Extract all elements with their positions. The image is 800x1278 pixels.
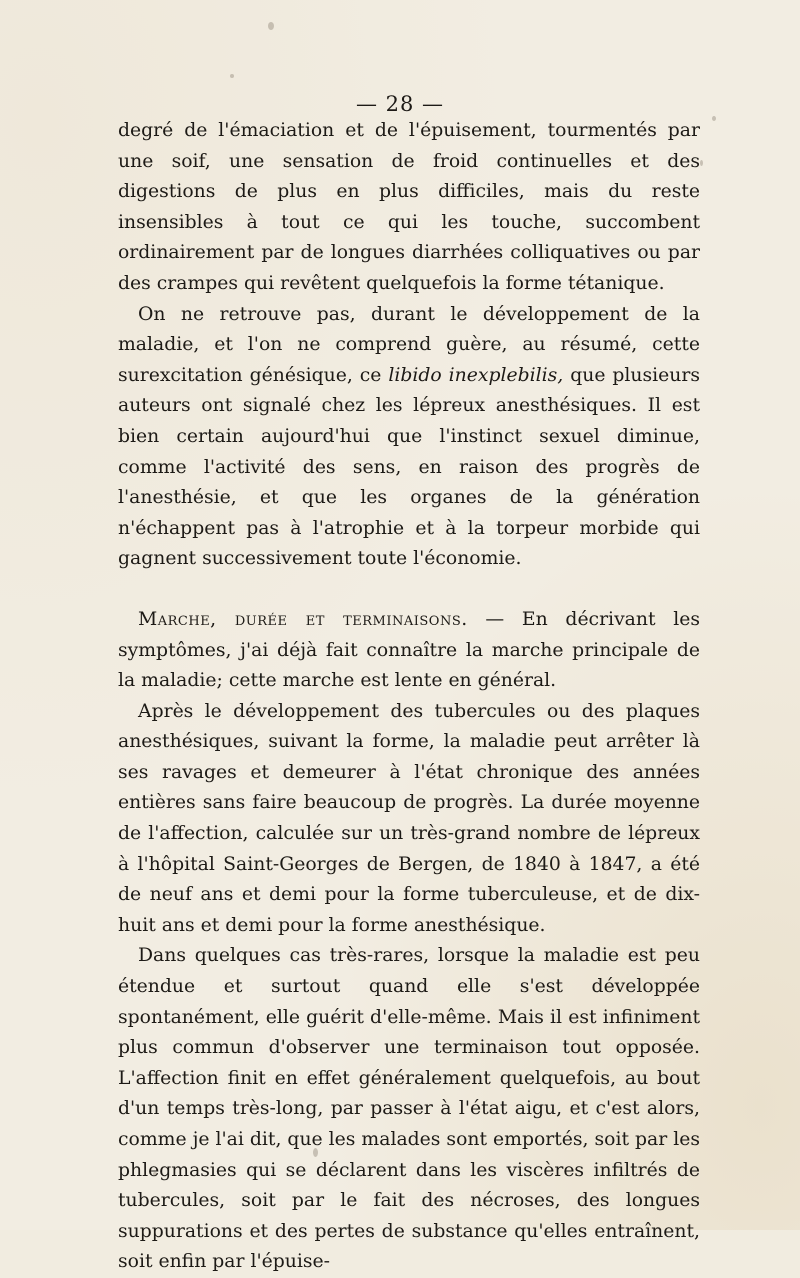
latin-phrase: libido inexplebilis, — [388, 364, 564, 386]
paragraph — [118, 300, 700, 575]
section-spacer — [118, 575, 700, 605]
paper-speck — [700, 160, 703, 166]
page-number: — 28 — — [355, 92, 445, 116]
section-heading: Marche, durée et terminaisons. — [138, 608, 468, 630]
text-run: On ne retrouve pas, durant le développement de la maladie, et l'on ne comprend guère, au résumé, cette surexcitation génésique, ce — [118, 303, 700, 386]
body-text — [118, 116, 700, 1278]
text-run: que plusieurs auteurs ont signalé chez les lépreux anesthésiques. Il est bien certain aujourd'hui que l'instinct sexuel diminue, comme l'activité des sens, en raison des progrès de l'anesthésie, et que les organes de la génération n'échappent pas à l'atrophie et à la torpeur morbide qui gagnent successivement toute l'économie. — [118, 364, 700, 570]
paragraph: Après le développement des tubercules ou des plaques anesthésiques, suivant la forme, la maladie peut arrêter là ses ravages et demeurer à l'état chronique des années entières sans faire beaucoup de progrès. La durée moyenne de l'affection, calculée sur un très-grand nombre de lépreux à l'hôpital Saint-Georges de Bergen, de 1840 à 1847, a été de neuf ans et demi pour la forme tuberculeuse, et de dix-huit ans et demi pour la forme anesthésique. — [118, 700, 700, 936]
paragraph: degré de l'émaciation et de l'épuisement, tourmentés par une soif, une sensation de froid continuelles et des digestions de plus en plus difficiles, mais du reste insensibles à tout ce qui les touche, succombent ordinairement par de longues diarrhées colliquatives ou par des crampes qui revêtent quelquefois la forme tétanique. — [118, 120, 700, 294]
paragraph — [118, 605, 700, 697]
paragraph: Dans quelques cas très-rares, lorsque la maladie est peu étendue et surtout quand elle s'est développée spontanément, elle guérit d'elle-même. Mais il est infiniment plus commun d'observer une terminaison tout opposée. L'affection finit en effet généralement quelquefois, au bout d'un temps très-long, par passer à l'état aigu, et c'est alors, comme je l'ai dit, que les malades sont emportés, soit par les phlegmasies qui se déclarent dans les viscères infiltrés de tubercules, soit par le fait des nécroses, des longues suppurations et des pertes de substance qu'elles entraînent, soit enfin par l'épuise- — [118, 945, 700, 1273]
paper-speck — [268, 22, 274, 30]
paper-speck — [230, 74, 234, 78]
text-run: — En décrivant les symptômes, j'ai déjà fait connaître la marche principale de la maladie; cette marche est lente en général. — [118, 608, 700, 692]
